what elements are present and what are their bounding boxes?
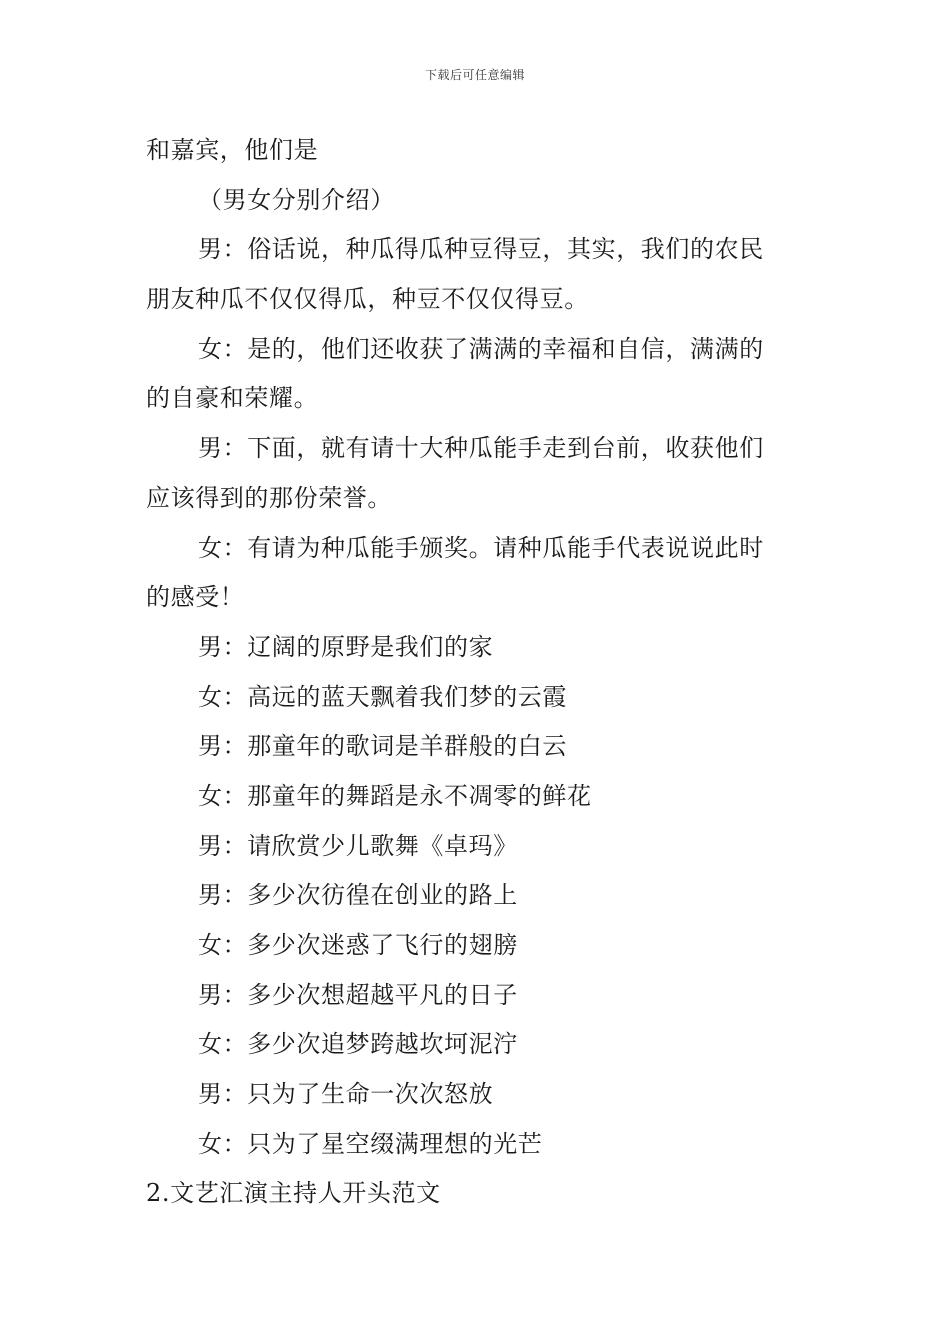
section-heading: 2.文艺汇演主持人开头范文 (146, 1179, 441, 1208)
text-line: 男：辽阔的原野是我们的家 (198, 632, 494, 661)
text-line: 男：请欣赏少儿歌舞《卓玛》 (198, 831, 518, 860)
text-line: 女：只为了星空缀满理想的光芒 (198, 1129, 543, 1158)
text-line: 的感受！ (146, 583, 245, 612)
text-line: 女：高远的蓝天飘着我们梦的云霞 (198, 682, 567, 711)
body-text (146, 126, 811, 1219)
text-line: 的自豪和荣耀。 (146, 384, 319, 413)
text-line: 女：有请为种瓜能手颁奖。请种瓜能手代表说说此时 (198, 533, 764, 562)
text-line: 女：是的，他们还收获了满满的幸福和自信，满满的 (198, 334, 764, 363)
text-line: 朋友种瓜不仅仅得瓜，种豆不仅仅得豆。 (146, 285, 589, 314)
text-line: 男：多少次彷徨在创业的路上 (198, 881, 518, 910)
text-line: 男：俗话说，种瓜得瓜种豆得豆，其实，我们的农民 (198, 235, 764, 264)
text-line: 女：多少次追梦跨越坎坷泥泞 (198, 1030, 518, 1059)
text-line: （男女分别介绍） (198, 185, 395, 214)
text-line: 女：多少次迷惑了飞行的翅膀 (198, 931, 518, 959)
text-line: 女：那童年的舞蹈是永不凋零的鲜花 (198, 781, 592, 810)
page-header: 下载后可任意编辑 (424, 68, 525, 82)
text-line: 和嘉宾，他们是 (146, 136, 319, 164)
text-line: 男：下面，就有请十大种瓜能手走到台前，收获他们 (198, 434, 764, 463)
text-line: 男：多少次想超越平凡的日子 (198, 980, 518, 1009)
text-line: 男：那童年的歌词是羊群般的白云 (198, 732, 567, 761)
text-line: 应该得到的那份荣誉。 (146, 483, 392, 512)
text-line: 男：只为了生命一次次怒放 (198, 1080, 494, 1109)
